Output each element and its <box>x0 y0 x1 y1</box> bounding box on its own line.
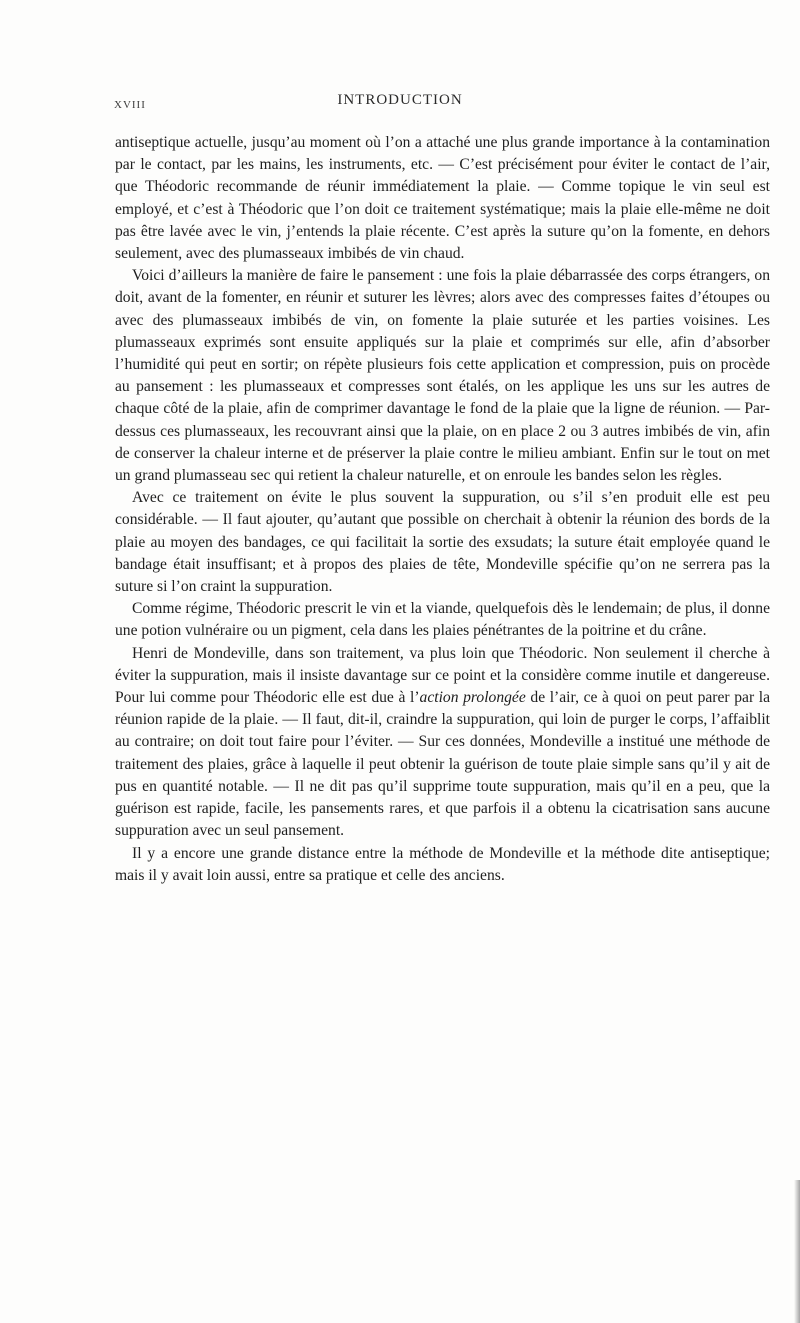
paragraph-5-end: de l’air, ce à quoi on peut parer par la réunion rapide de la plaie. — Il faut, dit-il, craindre la suppuration, qui loin de purger le corps, l’affaiblit au contraire; on doit tout faire pour l’éviter. — Sur ces données, Mondeville a institué une méthode de traitement des plaies, grâce à laquelle il peut obtenir la guérison de toute plaie simple sans qu’il y ait de pus en quantité notable. — Il ne dit pas qu’il supprime toute suppuration, mais qu’il en a peu, que la guérison est rapide, facile, les pansements rares, et que parfois il a obtenu la cicatrisation sans aucune suppuration avec un seul pansement. <box>115 689 771 840</box>
paragraph-3: Avec ce traitement on évite le plus souvent la suppuration, ou s’il s’en produit elle est peu considérable. — Il faut ajouter, qu’autant que possible on cherchait à obtenir la réunion des bords de la plaie au moyen des bandages, ce qui facilitait la sortie des exsudats; la suture était employée quand le bandage était insuffisant; et à propos des plaies de tête, Mondeville spécifie qu’on ne serrera pas la suture si l’on craint la suppuration. <box>115 489 770 596</box>
paragraph-1: antiseptique actuelle, jusqu’au moment où l’on a attaché une plus grande importance à la contamination par le contact, par les mains, les instruments, etc. — C’est précisément pour éviter le contact de l’air, que Théodoric recommande de réunir immédiatement la plaie. — Comme topique le vin seul est employé, et c’est à Théodoric que l’on doit ce traitement systématique; mais la plaie elle-même ne doit pas être lavée avec le vin, j’entends la plaie récente. C’est après la suture qu’on la fomente, en dehors seulement, avec des plumasseaux imbibés de vin chaud. <box>115 134 770 263</box>
paragraph-5 <box>115 643 770 843</box>
body-text <box>115 132 770 887</box>
paragraph-5-start: Henri de Mondeville, dans son traitement, va plus loin que Théodoric. Non seulement il cherche à éviter la suppuration, mais il insiste davantage sur ce point et la considère comme inutile et dangereuse. Pour lui comme pour Théodoric elle est due à l’ <box>115 644 770 707</box>
running-head: INTRODUCTION <box>337 92 463 108</box>
page-edge-shadow <box>794 1180 800 1323</box>
paragraph-6: Il y a encore une grande distance entre la méthode de Mondeville et la méthode dite antiseptique; mais il y avait loin aussi, entre sa pratique et celle des anciens. <box>115 844 770 884</box>
paragraph-5-emphasis: action prolongée <box>419 689 526 707</box>
paragraph-4: Comme régime, Théodoric prescrit le vin et la viande, quelquefois dès le lendemain; de plus, il donne une potion vulnéraire ou un pigment, cela dans les plaies pénétrantes de la poitrine et du crâne. <box>115 600 770 640</box>
page-number: XVIII <box>114 99 146 111</box>
paragraph-2: Voici d’ailleurs la manière de faire le pansement : une fois la plaie débarrassée des corps étrangers, on doit, avant de la fomenter, en réunir et suturer les lèvres; alors avec des compresses faites d’étoupes ou avec des plumasseaux imbibés de vin, on fomente la plaie suturée et les parties voisines. Les plumasseaux exprimés sont ensuite appliqués sur la plaie et comprimés sur elle, afin d’absorber l’humidité qui peut en sortir; on répète plusieurs fois cette application et compression, puis on procède au pansement : les plumasseaux et compresses sont étalés, on les applique les uns sur les autres de chaque côté de la plaie, afin de comprimer davantage le fond de la plaie que la ligne de réunion. — Par-dessus ces plumasseaux, les recouvrant ainsi que la plaie, on en place 2 ou 3 autres imbibés de vin, afin de conserver la chaleur interne et de préserver la plaie contre le milieu ambiant. Enfin sur le tout on met un grand plumasseau sec qui retient la chaleur naturelle, et on enroule les bandes selon les règles. <box>115 267 770 485</box>
